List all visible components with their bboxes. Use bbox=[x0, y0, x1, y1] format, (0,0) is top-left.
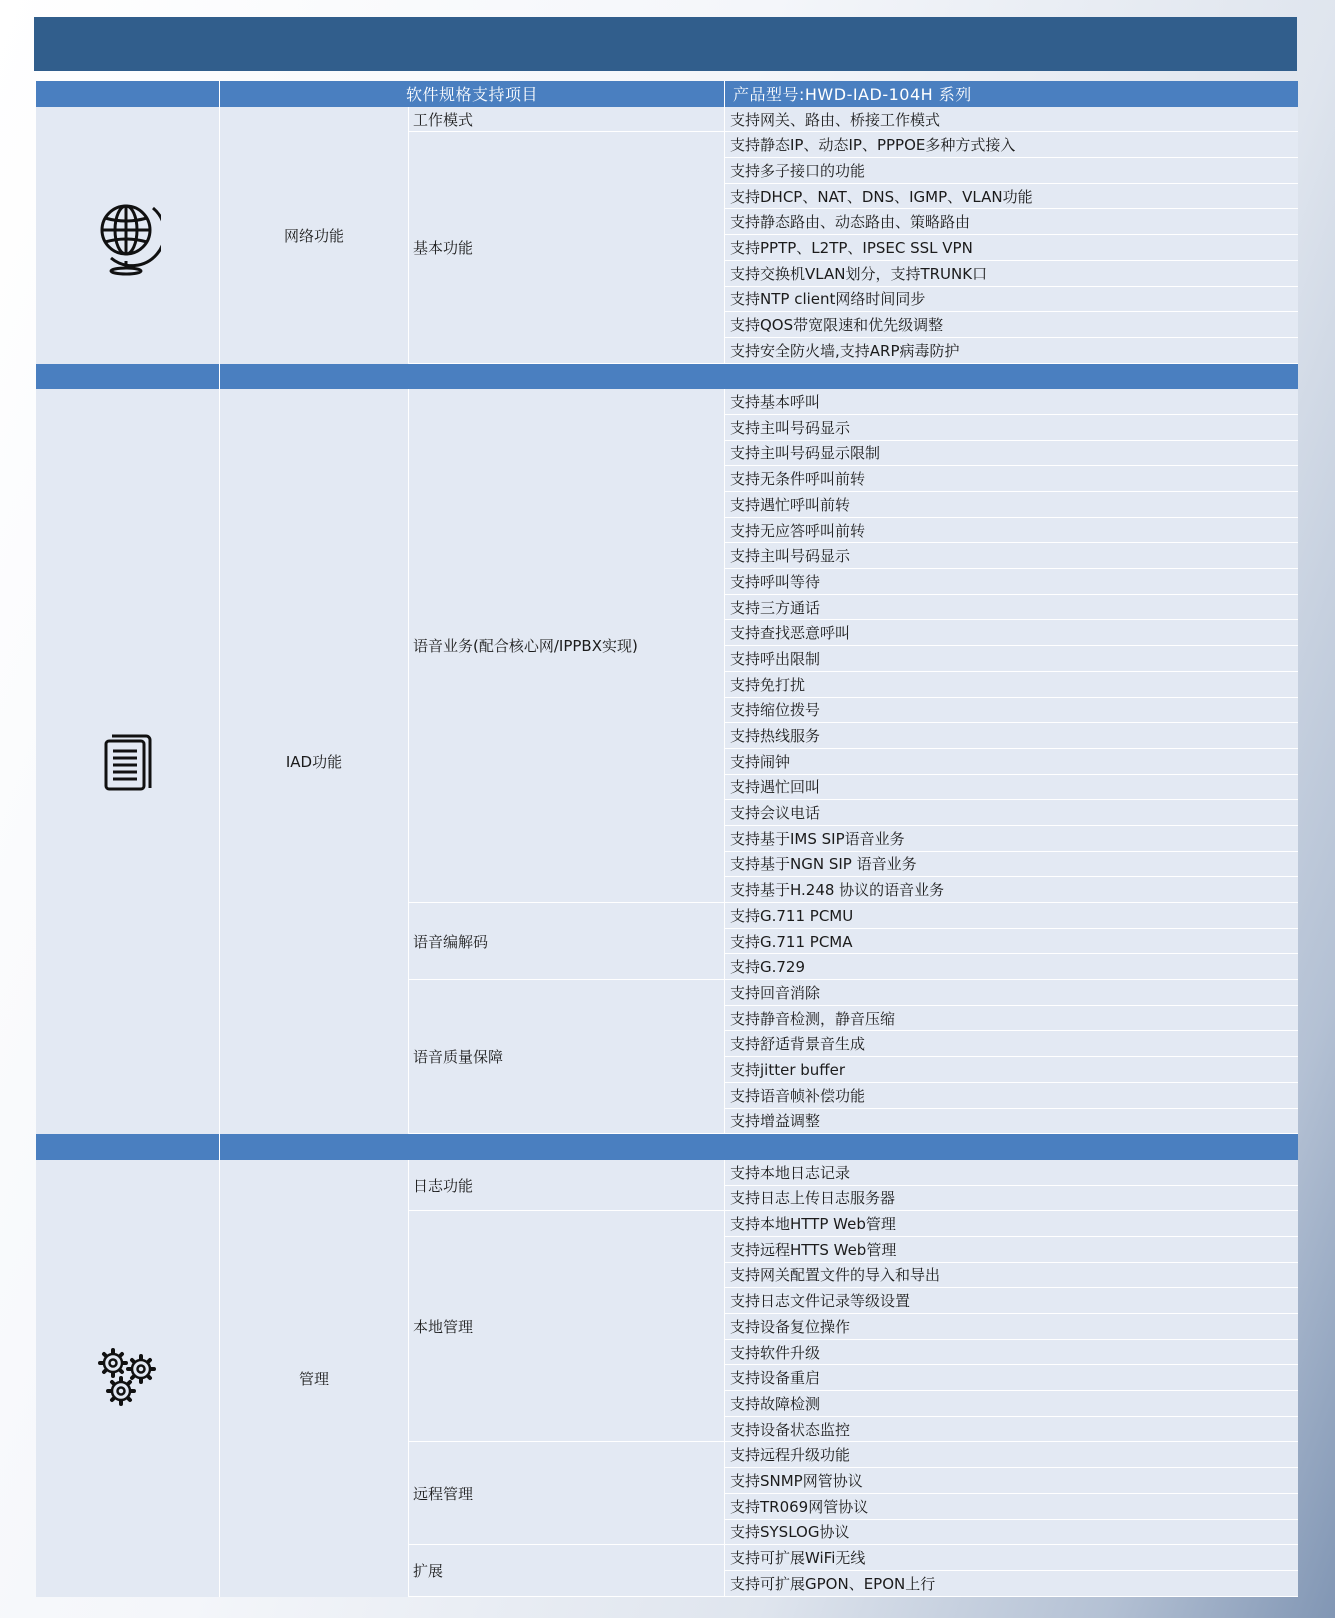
feature-item: 支持语音帧补偿功能 bbox=[725, 1083, 1298, 1109]
header-product-model: 产品型号:HWD-IAD-104H 系列 bbox=[725, 81, 1298, 107]
feature-item: 支持QOS带宽限速和优先级调整 bbox=[725, 312, 1298, 338]
feature-item: 支持本地日志记录 bbox=[725, 1160, 1298, 1186]
feature-item: 支持G.711 PCMA bbox=[725, 929, 1298, 955]
feature-item: 支持SYSLOG协议 bbox=[725, 1520, 1298, 1546]
feature-item: 支持静态路由、动态路由、策略路由 bbox=[725, 209, 1298, 235]
feature-item: 支持呼叫等待 bbox=[725, 569, 1298, 595]
feature-item: 支持呼出限制 bbox=[725, 646, 1298, 672]
feature-item: 支持基于IMS SIP语音业务 bbox=[725, 826, 1298, 852]
feature-item: 支持G.711 PCMU bbox=[725, 903, 1298, 929]
feature-item: 支持主叫号码显示 bbox=[725, 415, 1298, 441]
feature-item: 支持热线服务 bbox=[725, 723, 1298, 749]
feature-item: 支持静态IP、动态IP、PPPOE多种方式接入 bbox=[725, 132, 1298, 158]
feature-item: 支持本地HTTP Web管理 bbox=[725, 1211, 1298, 1237]
subcategory-label: 语音质量保障 bbox=[409, 980, 724, 1134]
subcategory-label: 本地管理 bbox=[409, 1211, 724, 1442]
feature-item: 支持无应答呼叫前转 bbox=[725, 518, 1298, 544]
section-icon-cell bbox=[36, 389, 219, 1134]
feature-item: 支持PPTP、L2TP、IPSEC SSL VPN bbox=[725, 235, 1298, 261]
feature-item: 支持舒适背景音生成 bbox=[725, 1031, 1298, 1057]
feature-item: 支持主叫号码显示 bbox=[725, 543, 1298, 569]
feature-item: 支持增益调整 bbox=[725, 1109, 1298, 1135]
feature-item: 支持DHCP、NAT、DNS、IGMP、VLAN功能 bbox=[725, 184, 1298, 210]
feature-item: 支持遇忙回叫 bbox=[725, 775, 1298, 801]
feature-item: 支持三方通话 bbox=[725, 595, 1298, 621]
feature-item: 支持基于H.248 协议的语音业务 bbox=[725, 877, 1298, 903]
globe-icon bbox=[95, 194, 161, 276]
feature-item: 支持网关配置文件的导入和导出 bbox=[725, 1263, 1298, 1289]
section-divider bbox=[220, 1134, 1298, 1160]
feature-item: 支持可扩展GPON、EPON上行 bbox=[725, 1571, 1298, 1597]
feature-item: 支持设备重启 bbox=[725, 1365, 1298, 1391]
feature-item: 支持安全防火墙,支持ARP病毒防护 bbox=[725, 338, 1298, 364]
feature-item: 支持遇忙呼叫前转 bbox=[725, 492, 1298, 518]
feature-item: 支持查找恶意呼叫 bbox=[725, 620, 1298, 646]
feature-item: 支持基于NGN SIP 语音业务 bbox=[725, 852, 1298, 878]
feature-item: 支持远程HTTS Web管理 bbox=[725, 1237, 1298, 1263]
feature-item: 支持远程升级功能 bbox=[725, 1442, 1298, 1468]
section-divider bbox=[36, 364, 219, 390]
subcategory-label: 扩展 bbox=[409, 1545, 724, 1596]
feature-item: 支持主叫号码显示限制 bbox=[725, 441, 1298, 467]
feature-item: 支持多子接口的功能 bbox=[725, 158, 1298, 184]
category-label: IAD功能 bbox=[220, 389, 408, 1134]
feature-item: 支持日志上传日志服务器 bbox=[725, 1186, 1298, 1212]
feature-item: 支持会议电话 bbox=[725, 800, 1298, 826]
subcategory-label: 远程管理 bbox=[409, 1442, 724, 1545]
feature-item: 支持故障检测 bbox=[725, 1391, 1298, 1417]
feature-item: 支持网关、路由、桥接工作模式 bbox=[725, 107, 1298, 133]
feature-item: 支持NTP client网络时间同步 bbox=[725, 287, 1298, 313]
section-divider bbox=[36, 1134, 219, 1160]
section-divider bbox=[220, 364, 1298, 390]
feature-item: 支持设备状态监控 bbox=[725, 1417, 1298, 1443]
gears-icon bbox=[95, 1347, 161, 1409]
subcategory-label: 日志功能 bbox=[409, 1160, 724, 1211]
feature-item: 支持设备复位操作 bbox=[725, 1314, 1298, 1340]
feature-item: 支持回音消除 bbox=[725, 980, 1298, 1006]
header-spec-items: 软件规格支持项目 bbox=[220, 81, 724, 107]
section-icon-cell bbox=[36, 107, 219, 364]
category-label: 管理 bbox=[220, 1160, 408, 1597]
feature-item: 支持TR069网管协议 bbox=[725, 1494, 1298, 1520]
subcategory-label: 语音业务(配合核心网/IPPBX实现) bbox=[409, 389, 724, 903]
subcategory-label: 工作模式 bbox=[409, 107, 724, 133]
subcategory-label: 基本功能 bbox=[409, 132, 724, 363]
feature-item: 支持软件升级 bbox=[725, 1340, 1298, 1366]
document-icon bbox=[102, 731, 154, 793]
feature-item: 支持缩位拨号 bbox=[725, 698, 1298, 724]
feature-item: 支持静音检测，静音压缩 bbox=[725, 1006, 1298, 1032]
feature-item: 支持免打扰 bbox=[725, 672, 1298, 698]
feature-item: 支持可扩展WiFi无线 bbox=[725, 1545, 1298, 1571]
feature-item: 支持交换机VLAN划分，支持TRUNK口 bbox=[725, 261, 1298, 287]
feature-item: 支持SNMP网管协议 bbox=[725, 1468, 1298, 1494]
feature-item: 支持G.729 bbox=[725, 954, 1298, 980]
header-blank-cell bbox=[36, 81, 219, 107]
subcategory-label: 语音编解码 bbox=[409, 903, 724, 980]
spec-table bbox=[36, 81, 1295, 1597]
feature-item: 支持jitter buffer bbox=[725, 1057, 1298, 1083]
feature-item: 支持闹钟 bbox=[725, 749, 1298, 775]
feature-item: 支持无条件呼叫前转 bbox=[725, 466, 1298, 492]
category-label: 网络功能 bbox=[220, 107, 408, 364]
section-icon-cell bbox=[36, 1160, 219, 1597]
feature-item: 支持基本呼叫 bbox=[725, 389, 1298, 415]
top-banner bbox=[34, 17, 1297, 71]
feature-item: 支持日志文件记录等级设置 bbox=[725, 1288, 1298, 1314]
